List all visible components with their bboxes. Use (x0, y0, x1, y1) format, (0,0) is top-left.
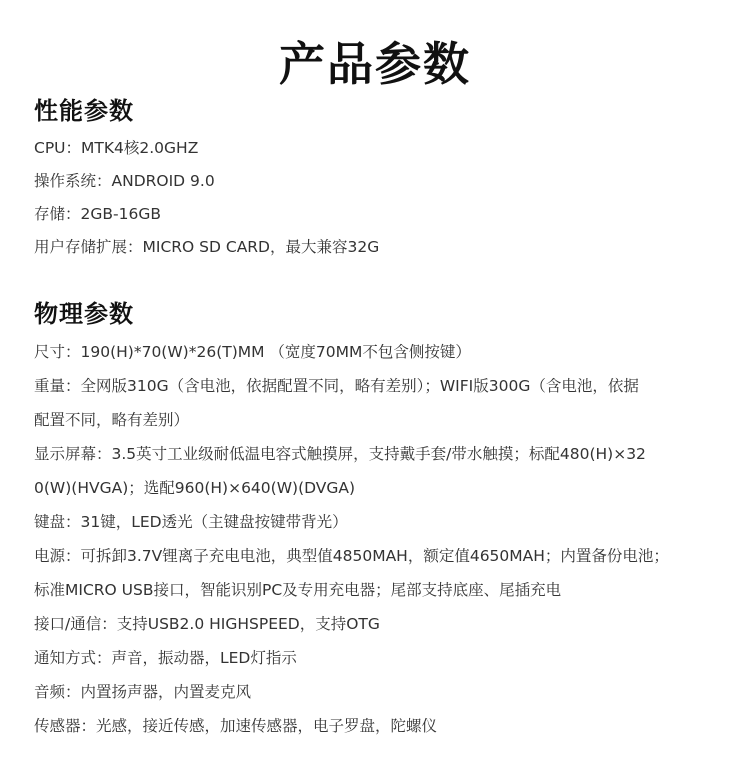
spec-weight-continued: 配置不同，略有差别） (34, 411, 190, 429)
spec-dimensions: 尺寸：190(H)*70(W)*26(T)MM （宽度70MM不包含侧按键） (34, 343, 471, 361)
physical-section (34, 297, 724, 743)
spec-weight: 重量：全网版310G（含电池，依据配置不同，略有差别）；WIFI版300G（含电池，依据 (34, 377, 639, 395)
performance-heading: 性能参数 (34, 97, 134, 125)
spec-notification: 通知方式：声音，振动器，LED灯指示 (34, 649, 297, 667)
page-title: 产品参数 (279, 37, 471, 91)
spec-sensors: 传感器：光感，接近传感，加速传感器，电子罗盘，陀螺仪 (34, 717, 438, 735)
performance-section (34, 94, 724, 264)
spec-storage-expansion: 用户存储扩展：MICRO SD CARD，最大兼容32G (34, 238, 380, 256)
spec-power: 电源：可拆卸3.7V锂离子充电电池，典型值4850MAH，额定值4650MAH；内置备份电池； (34, 547, 669, 565)
spec-cpu: CPU：MTK4核2.0GHZ (34, 139, 199, 157)
spec-os: 操作系统：ANDROID 9.0 (34, 172, 215, 190)
spec-interface: 接口/通信：支持USB2.0 HIGHSPEED，支持OTG (34, 615, 380, 633)
spec-keyboard: 键盘：31键，LED透光（主键盘按键带背光） (34, 513, 348, 531)
physical-heading: 物理参数 (34, 300, 134, 328)
spec-audio: 音频：内置扬声器，内置麦克风 (34, 683, 252, 701)
spec-display: 显示屏幕：3.5英寸工业级耐低温电容式触摸屏，支持戴手套/带水触摸；标配480(H)×32 (34, 445, 646, 463)
spec-display-continued: 0(W)(HVGA)；选配960(H)×640(W)(DVGA) (34, 479, 356, 497)
spec-storage: 存储：2GB-16GB (34, 205, 161, 223)
spec-power-continued: 标准MICRO USB接口，智能识别PC及专用充电器；尾部支持底座、尾插充电 (34, 581, 562, 599)
